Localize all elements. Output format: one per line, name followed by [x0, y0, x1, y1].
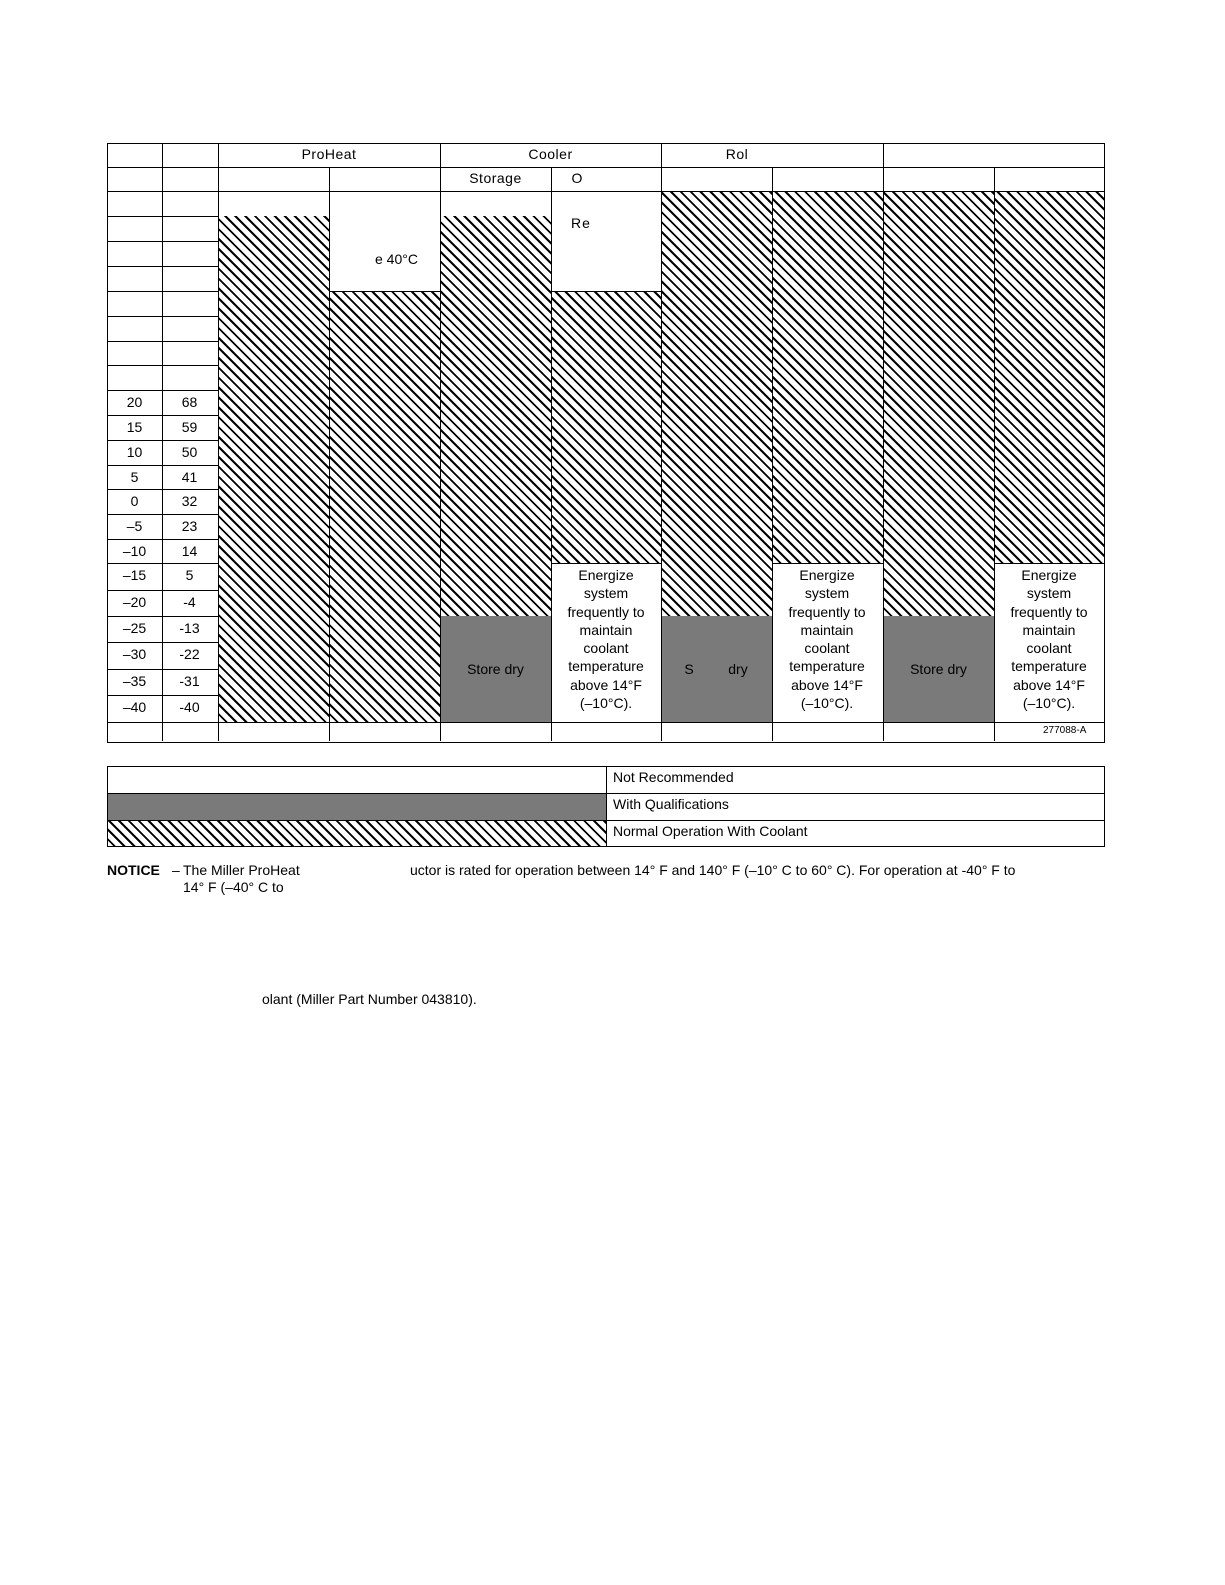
notice-text-line2: 14° F (–40° C to: [183, 879, 284, 895]
energize-line: (–10°C).: [1022, 695, 1076, 712]
header-line-1: [107, 167, 1105, 168]
header-line-2: [107, 191, 1105, 192]
header-proheat: ProHeat: [301, 146, 357, 162]
fahrenheit-value: 23: [181, 518, 198, 534]
subheader-o: O: [571, 170, 583, 186]
celsius-value: –30: [122, 646, 147, 662]
energize-note-col6: [551, 566, 661, 712]
energize-line: system: [1026, 585, 1072, 602]
subheader-storage: Storage: [469, 170, 522, 186]
celsius-value: 10: [126, 444, 143, 460]
energize-line: maintain: [579, 621, 633, 638]
header-cooler: Cooler: [528, 146, 573, 162]
fahrenheit-value: 5: [185, 567, 194, 583]
notice-label: NOTICE: [107, 862, 160, 878]
col-line: [661, 143, 662, 741]
energize-line: (–10°C).: [800, 695, 854, 712]
notice-text-line3: olant (Miller Part Number 043810).: [262, 991, 477, 1007]
fahrenheit-value: -4: [183, 594, 196, 610]
energize-line: coolant: [583, 640, 629, 657]
legend: [107, 766, 1105, 847]
energize-line: Energize: [578, 567, 634, 583]
celsius-value: –10: [122, 543, 147, 559]
celsius-value: –20: [122, 594, 147, 610]
header-rol: Rol: [725, 146, 749, 162]
store-dry-label-col7-dry: dry: [728, 661, 748, 677]
energize-line: temperature: [1011, 658, 1087, 675]
region-edge: [772, 563, 883, 564]
celsius-value: –15: [122, 567, 147, 583]
energize-line: maintain: [1022, 621, 1076, 638]
energize-line: above 14°F: [791, 676, 863, 693]
fahrenheit-value: 32: [181, 493, 198, 509]
store-dry-label-col5: Store dry: [467, 661, 524, 677]
energize-line: system: [583, 585, 629, 602]
region-edge: [994, 563, 1105, 564]
fragment-above-40c: e 40°C: [375, 251, 418, 267]
notice-dash: –: [172, 862, 180, 878]
fahrenheit-value: 41: [181, 469, 198, 485]
energize-line: (–10°C).: [579, 695, 633, 712]
energize-note-col8: [772, 566, 882, 712]
legend-not-recommended: Not Recommended: [613, 769, 734, 785]
fragment-re: Re: [571, 215, 591, 231]
fahrenheit-value: 59: [181, 419, 198, 435]
energize-line: maintain: [800, 621, 854, 638]
fahrenheit-value: 50: [181, 444, 198, 460]
fahrenheit-value: 14: [181, 543, 198, 559]
region-edge: [551, 291, 661, 292]
energize-line: temperature: [789, 658, 865, 675]
energize-line: above 14°F: [570, 676, 642, 693]
fahrenheit-value: -31: [179, 673, 200, 689]
figure-id: 277088-A: [1043, 725, 1087, 736]
store-dry-label-col7-s: S: [684, 661, 694, 677]
energize-line: frequently to: [1010, 603, 1088, 620]
energize-line: frequently to: [567, 603, 645, 620]
energize-line: Energize: [1021, 567, 1077, 583]
notice-text-part1: The Miller ProHeat: [183, 862, 300, 878]
legend-col-line: [606, 766, 607, 847]
region-edge: [329, 291, 440, 292]
compatibility-chart: [107, 143, 1105, 743]
legend-with-qualifications: With Qualifications: [613, 796, 729, 812]
celsius-value: –35: [122, 673, 147, 689]
col-line: [883, 143, 884, 741]
energize-line: temperature: [568, 658, 644, 675]
fahrenheit-value: 68: [181, 394, 198, 410]
fahrenheit-value: -13: [179, 620, 200, 636]
energize-line: Energize: [799, 567, 855, 583]
col-line: [329, 167, 330, 741]
celsius-value: 15: [126, 419, 143, 435]
region-edge: [551, 563, 661, 564]
celsius-value: –40: [122, 699, 147, 715]
energize-line: coolant: [804, 640, 850, 657]
legend-normal-operation: Normal Operation With Coolant: [613, 823, 808, 839]
energize-line: frequently to: [788, 603, 866, 620]
celsius-value: 0: [130, 493, 139, 509]
notice-text-part2: uctor is rated for operation between 14° F and 140° F (–10° C to 60° C). For operation at -40° F to: [410, 862, 1016, 878]
energize-line: system: [804, 585, 850, 602]
fahrenheit-value: -22: [179, 646, 200, 662]
celsius-value: –5: [126, 518, 143, 534]
celsius-value: –25: [122, 620, 147, 636]
celsius-value: 5: [130, 469, 139, 485]
store-dry-label-col9: Store dry: [910, 661, 967, 677]
fahrenheit-value: -40: [179, 699, 200, 715]
col-line: [440, 143, 441, 741]
col-line: [218, 143, 219, 741]
celsius-value: 20: [126, 394, 143, 410]
energize-line: coolant: [1026, 640, 1072, 657]
energize-note-col10: [994, 566, 1104, 712]
energize-line: above 14°F: [1013, 676, 1085, 693]
